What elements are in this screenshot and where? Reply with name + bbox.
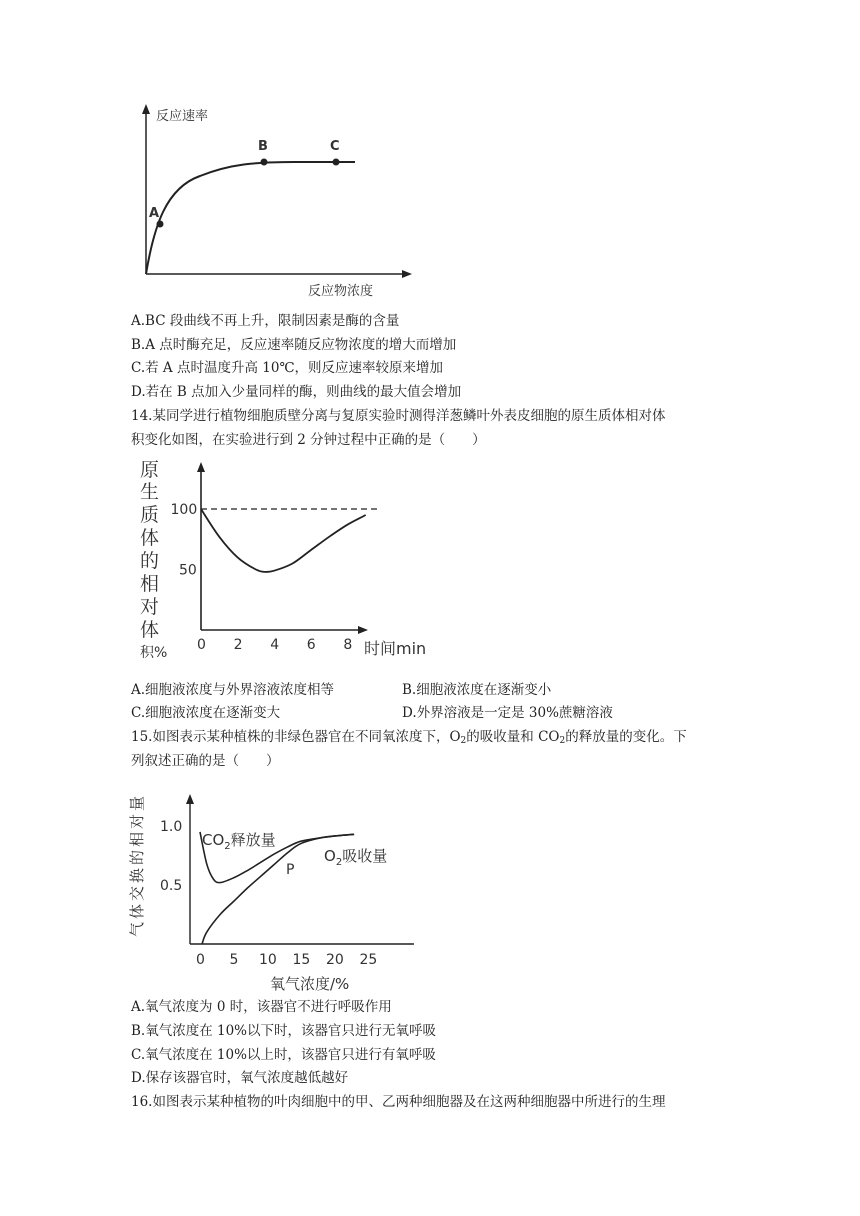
q15-x-tick-label: 5 <box>229 952 239 968</box>
q15-co2-label-sub: 2 <box>224 841 231 852</box>
q15-ylabel-char: 量 <box>128 795 146 811</box>
q13-point-b <box>261 159 268 166</box>
q15-stem-line1-part: 15.如图表示某种植株的非绿色器官在不同氧浓度下，O <box>131 729 461 745</box>
q15-stem-line2: 列叙述正确的是（ ） <box>131 753 280 769</box>
q14-ylabel-char: 体 <box>140 619 160 641</box>
q13-option-a: A.BC 段曲线不再上升，限制因素是酶的含量 <box>131 313 400 329</box>
q15-option-d: D.保存该器官时，氧气浓度越低越好 <box>131 1070 349 1086</box>
q15-stem-line1-sub: 2 <box>559 736 566 746</box>
q14-ylabel-char: 对 <box>140 596 160 618</box>
q15-o2-label-main: O <box>324 847 336 865</box>
q14-ylabel <box>140 459 167 661</box>
q15-ylabel-char: 对 <box>128 813 146 829</box>
q14-ylabel-char: 的 <box>140 550 160 572</box>
q15-ylabel-char: 体 <box>128 903 146 919</box>
q14-option-c: C.细胞液浓度在逐渐变大 <box>131 705 281 721</box>
q15-o2-label-sub: 2 <box>335 857 343 868</box>
q15-x-tick-label: 0 <box>196 952 205 968</box>
q15-point-p: P <box>286 862 295 878</box>
q16-stem-line1: 16.如图表示某种植物的叶肉细胞中的甲、乙两种细胞器及在这两种细胞器中所进行的生理 <box>131 1094 666 1110</box>
q15-co2-label-tail: 释放量 <box>230 831 276 849</box>
q15-chart <box>128 788 428 994</box>
q15-ylabel-char: 交 <box>128 885 146 901</box>
q15-o2-label <box>324 847 387 868</box>
q14-y-tick-label: 100 <box>170 502 198 518</box>
q14-x-tick-label: 0 <box>197 637 206 653</box>
q13-point-c <box>333 159 340 166</box>
q15-ylabel-char: 气 <box>128 921 146 937</box>
q13-curve <box>146 162 355 274</box>
q13-ylabel: 反应速率 <box>156 109 209 124</box>
q14-y-tick-label: 50 <box>179 562 197 579</box>
q15-stem-line1-part: 的吸收量和 CO <box>466 729 560 745</box>
q15-x-tick-label: 25 <box>359 952 378 968</box>
q15-option-b: B.氧气浓度在 10%以下时，该器官只进行无氧呼吸 <box>131 1023 437 1039</box>
q15-ylabel-char: 的 <box>128 849 146 865</box>
q13-option-b: B.A 点时酶充足，反应速率随反应物浓度的增大而增加 <box>131 337 457 353</box>
q15-ylabel-char: 相 <box>128 831 146 847</box>
q15-y-tick-label: 1.0 <box>160 819 183 835</box>
q13-label-c: C <box>330 139 340 154</box>
q14-ylabel-char: 体 <box>140 527 160 549</box>
q13-point-a <box>157 221 164 228</box>
q15-x-tick-label: 10 <box>259 952 277 968</box>
q13-option-c: C.若 A 点时温度升高 10℃，则反应速率较原来增加 <box>131 360 444 376</box>
q15-option-a: A.氧气浓度为 0 时，该器官不进行呼吸作用 <box>131 999 392 1015</box>
q14-stem-line2: 积变化如图，在实验进行到 2 分钟过程中正确的是（ ） <box>131 432 486 448</box>
q15-ylabel-char: 换 <box>128 867 146 883</box>
q13-label-b: B <box>258 139 268 154</box>
q15-xlabel: 氧气浓度/% <box>270 975 350 993</box>
q14-x-tick-label: 6 <box>306 637 316 653</box>
q14-option-d: D.外界溶液是一定是 30%蔗糖溶液 <box>402 705 613 721</box>
q14-ylabel-char: 质 <box>140 504 160 526</box>
q15-x-tick-label: 15 <box>292 952 311 968</box>
q14-option-b: B.细胞液浓度在逐渐变小 <box>402 682 552 698</box>
q13-chart <box>120 96 420 306</box>
q14-x-tick-label: 8 <box>343 637 353 653</box>
q15-co2-label-main: CO <box>202 831 225 849</box>
q13-xlabel: 反应物浓度 <box>308 284 374 299</box>
q14-chart <box>128 454 448 676</box>
q15-stem-line1-part: 的释放量的变化。下 <box>565 729 687 745</box>
q15-x-tick-label: 20 <box>326 952 344 968</box>
q14-ylabel-char: 相 <box>140 573 160 595</box>
q14-curve <box>201 509 366 572</box>
q15-ylabel <box>128 796 146 937</box>
q15-y-tick-label: 0.5 <box>160 878 183 894</box>
q13-label-a: A <box>149 206 160 221</box>
q14-option-a: A.细胞液浓度与外界溶液浓度相等 <box>131 682 335 698</box>
q15-o2-label-tail: 吸收量 <box>342 847 388 865</box>
q15-stem-line1 <box>131 727 687 751</box>
q14-ylabel-char: 积% <box>140 645 168 661</box>
q14-stem-line1: 14.某同学进行植物细胞质壁分离与复原实验时测得洋葱鳞叶外表皮细胞的原生质体相对体 <box>131 408 666 424</box>
q14-ylabel-char: 生 <box>140 481 160 503</box>
q15-co2-label <box>202 831 276 852</box>
q15-option-c: C.氧气浓度在 10%以上时，该器官只进行有氧呼吸 <box>131 1047 436 1063</box>
q13-option-d: D.若在 B 点加入少量同样的酶，则曲线的最大值会增加 <box>131 384 462 400</box>
q15-stem-line1-sub: 2 <box>460 736 467 746</box>
q14-x-tick-label: 4 <box>270 637 280 653</box>
q14-x-tick-label: 2 <box>233 637 243 653</box>
q14-xlabel: 时间min <box>364 639 427 658</box>
q14-ylabel-char: 原 <box>140 459 160 481</box>
